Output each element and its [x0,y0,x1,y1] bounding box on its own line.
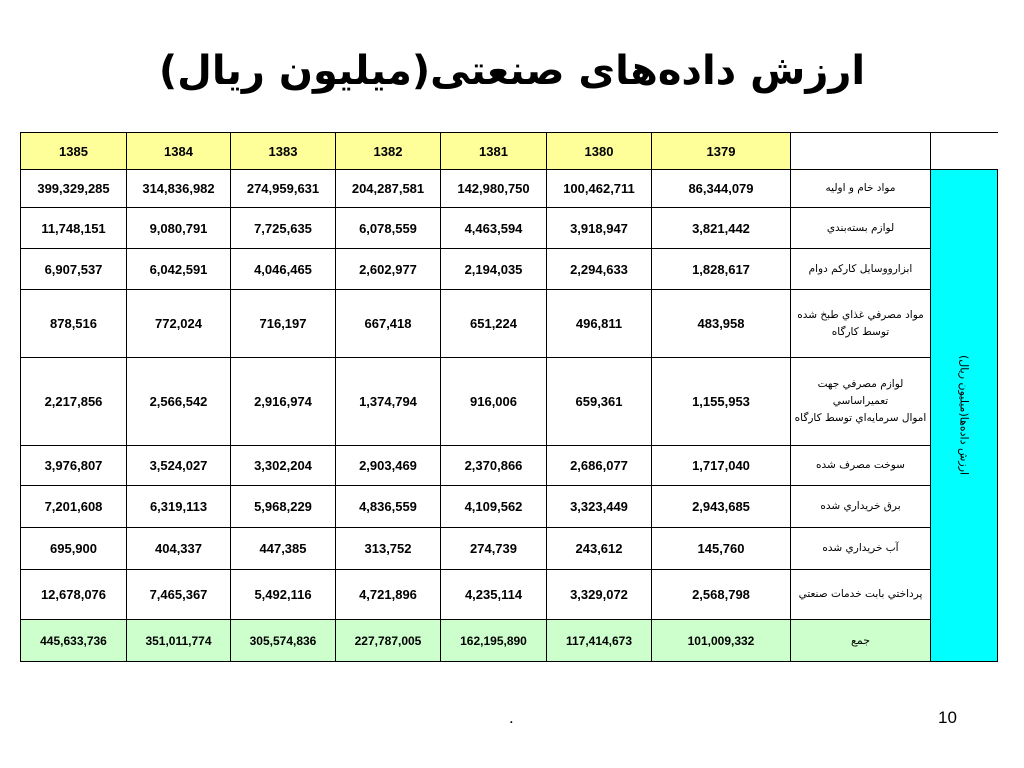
value-cell: 2,194,035 [441,249,547,290]
value-cell: 1,374,794 [336,358,441,446]
row-label: لوازم مصرفي جهت تعميراساسي اموال سرمايه‌اي توسط كارگاه [791,358,931,446]
value-cell: 2,370,866 [441,446,547,486]
value-cell: 1,155,953 [652,358,791,446]
value-cell: 2,294,633 [547,249,652,290]
row-label: لوازم بسته‌بندي [791,208,931,249]
table-row [21,290,998,358]
value-cell: 314,836,982 [127,170,231,208]
corner-cell [931,133,998,170]
value-cell: 4,721,896 [336,570,441,620]
row-label: برق خريداري شده [791,486,931,528]
row-label: ابزاروو‌سايل كاركم دوام [791,249,931,290]
value-cell: 12,678,076 [21,570,127,620]
table-row [21,486,998,528]
value-cell: 695,900 [21,528,127,570]
value-cell: 667,418 [336,290,441,358]
value-cell: 6,078,559 [336,208,441,249]
year-header-cell: 1385 [21,133,127,170]
value-cell: 2,602,977 [336,249,441,290]
footer-dot: . [509,708,514,727]
row-label: سوخت مصرف شده [791,446,931,486]
value-cell: 4,109,562 [441,486,547,528]
value-cell: 11,748,151 [21,208,127,249]
table-row [21,208,998,249]
value-cell: 274,739 [441,528,547,570]
value-cell: 2,686,077 [547,446,652,486]
row-label: مواد خام و اوليه [791,170,931,208]
total-row [21,620,998,662]
value-cell: 3,329,072 [547,570,652,620]
value-cell: 2,566,542 [127,358,231,446]
value-cell: 447,385 [231,528,336,570]
value-cell: 3,918,947 [547,208,652,249]
value-cell: 496,811 [547,290,652,358]
year-header-cell: 1379 [652,133,791,170]
value-cell: 1,717,040 [652,446,791,486]
page-title: ارزش داده‌های صنعتی(میلیون ریال) [158,48,866,94]
total-value-cell: 101,009,332 [652,620,791,662]
table-row [21,446,998,486]
year-header-cell: 1381 [441,133,547,170]
value-cell: 274,959,631 [231,170,336,208]
total-value-cell: 227,787,005 [336,620,441,662]
table-row [21,249,998,290]
value-cell: 7,725,635 [231,208,336,249]
row-label: پرداختي بابت خدمات صنعتي [791,570,931,620]
value-cell: 3,976,807 [21,446,127,486]
value-cell: 100,462,711 [547,170,652,208]
year-header-cell: 1383 [231,133,336,170]
value-cell: 4,046,465 [231,249,336,290]
total-value-cell: 351,011,774 [127,620,231,662]
value-cell: 86,344,079 [652,170,791,208]
year-header-cell: 1380 [547,133,652,170]
value-cell: 3,821,442 [652,208,791,249]
value-cell: 2,903,469 [336,446,441,486]
value-cell: 483,958 [652,290,791,358]
table-row [21,570,998,620]
value-cell: 399,329,285 [21,170,127,208]
value-cell: 6,042,591 [127,249,231,290]
value-cell: 4,836,559 [336,486,441,528]
value-cell: 7,465,367 [127,570,231,620]
total-value-cell: 305,574,836 [231,620,336,662]
table-row [21,170,998,208]
value-cell: 2,217,856 [21,358,127,446]
value-cell: 404,337 [127,528,231,570]
value-cell: 9,080,791 [127,208,231,249]
value-cell: 651,224 [441,290,547,358]
total-value-cell: 445,633,736 [21,620,127,662]
value-cell: 3,323,449 [547,486,652,528]
value-cell: 142,980,750 [441,170,547,208]
value-cell: 772,024 [127,290,231,358]
year-header-cell: 1384 [127,133,231,170]
value-cell: 878,516 [21,290,127,358]
value-cell: 7,201,608 [21,486,127,528]
value-cell: 5,492,116 [231,570,336,620]
value-cell: 313,752 [336,528,441,570]
table-row [21,358,998,446]
value-cell: 145,760 [652,528,791,570]
value-cell: 6,319,113 [127,486,231,528]
value-cell: 5,968,229 [231,486,336,528]
row-label: مواد مصرفي غذاي طبخ شده توسط كارگاه [791,290,931,358]
total-label: جمع [791,620,931,662]
side-label-cell [931,170,998,662]
year-header-cell: 1382 [336,133,441,170]
value-cell: 2,568,798 [652,570,791,620]
value-cell: 2,943,685 [652,486,791,528]
side-label: ارزش داده‌ها(میلیون ریال) [957,355,971,476]
value-cell: 4,235,114 [441,570,547,620]
value-cell: 2,916,974 [231,358,336,446]
row-label: آب خريداري شده [791,528,931,570]
value-cell: 3,524,027 [127,446,231,486]
value-cell: 916,006 [441,358,547,446]
value-cell: 4,463,594 [441,208,547,249]
value-cell: 6,907,537 [21,249,127,290]
value-cell: 204,287,581 [336,170,441,208]
blank-header-cell [791,133,931,170]
value-cell: 243,612 [547,528,652,570]
value-cell: 659,361 [547,358,652,446]
value-cell: 716,197 [231,290,336,358]
table-row [21,528,998,570]
value-cell: 1,828,617 [652,249,791,290]
total-value-cell: 162,195,890 [441,620,547,662]
data-table [20,132,998,662]
total-value-cell: 117,414,673 [547,620,652,662]
slide-number: 10 [938,708,957,727]
year-header-row [21,133,998,170]
value-cell: 3,302,204 [231,446,336,486]
